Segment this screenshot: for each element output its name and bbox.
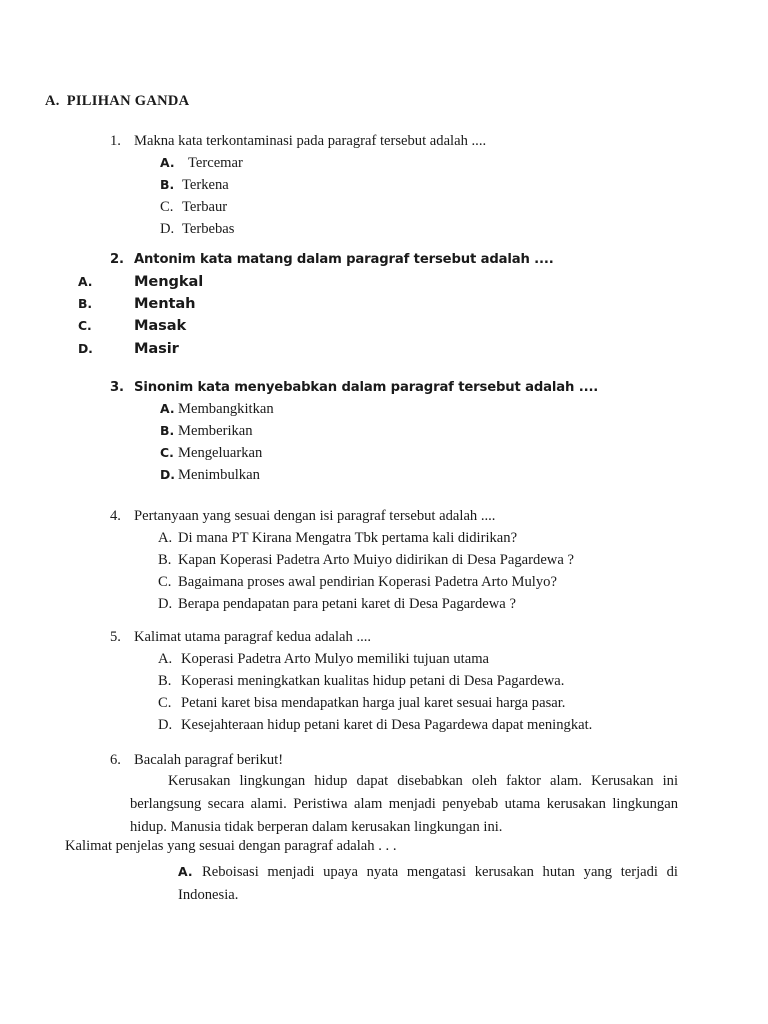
option-text: Di mana PT Kirana Mengatra Tbk pertama kali didirikan? (178, 530, 518, 546)
question-3-options (160, 398, 274, 486)
section-heading (45, 93, 189, 110)
question-2-options (78, 271, 203, 360)
option-letter: C. (78, 318, 92, 334)
question-4 (110, 505, 495, 527)
option-letter: C. (160, 445, 174, 460)
question-4-stem-line (110, 505, 495, 527)
option-letter: A. (158, 651, 173, 667)
question-6-option-a[interactable] (178, 860, 678, 907)
question-6 (110, 749, 283, 771)
option-text: Bagaimana proses awal pendirian Koperasi Padetra Arto Mulyo? (178, 574, 557, 590)
option-row[interactable] (158, 714, 592, 736)
option-letter: D. (160, 467, 175, 482)
option-letter: D. (78, 340, 93, 356)
option-text: Menimbulkan (178, 467, 260, 483)
question-1-stem: Makna kata terkontaminasi pada paragraf tersebut adalah .... (134, 133, 487, 149)
option-text: Mentah (134, 295, 196, 313)
option-text: Masak (134, 317, 187, 335)
section-letter: A. (45, 93, 60, 109)
option-row[interactable] (158, 593, 574, 615)
question-6-instruction (65, 838, 396, 855)
question-4-options (158, 527, 574, 615)
option-letter: C. (158, 574, 172, 590)
question-4-number: 4. (110, 508, 121, 524)
option-letter: B. (158, 552, 172, 568)
option-row[interactable] (78, 271, 203, 293)
passage-text: Kerusakan lingkungan hidup dapat disebabkan oleh faktor alam. Kerusakan ini berlangsung secara alami. Peristiwa alam menjadi penyebab utama kerusakan lingkungan hidup. Manusia tidak berperan dalam kerusakan lingkungan ini. (130, 773, 678, 835)
option-row[interactable] (158, 527, 574, 549)
option-row[interactable] (160, 174, 243, 196)
option-letter: A. (78, 274, 93, 289)
option-text: Mengkal (134, 273, 204, 290)
option-text: Terbebas (182, 221, 235, 237)
option-letter: A. (158, 530, 173, 546)
option-row[interactable] (160, 152, 243, 174)
option-text: Petani karet bisa mendapatkan harga jual karet sesuai harga pasar. (181, 695, 566, 711)
option-letter: B. (160, 423, 175, 438)
question-5-stem-line (110, 626, 371, 648)
question-6-passage (130, 770, 678, 839)
option-row[interactable] (158, 549, 574, 571)
option-row[interactable] (78, 315, 203, 337)
option-row[interactable] (158, 571, 574, 593)
option-text: Tercemar (188, 155, 243, 171)
option-text: Kesejahteraan hidup petani karet di Desa Pagardewa dapat meningkat. (181, 717, 593, 733)
question-5-stem: Kalimat utama paragraf kedua adalah .... (134, 629, 372, 645)
question-5-options (158, 648, 592, 736)
option-row[interactable] (158, 648, 592, 670)
option-text: Reboisasi menjadi upaya nyata mengatasi kerusakan hutan yang terjadi di Indonesia. (178, 864, 678, 903)
question-3-stem-line (110, 377, 598, 399)
question-3-number: 3. (110, 380, 124, 395)
option-text: Membangkitkan (178, 401, 274, 417)
question-6-stem-line (110, 749, 283, 771)
question-2-stem: Antonim kata matang dalam paragraf tersebut adalah .... (134, 252, 554, 267)
option-letter: C. (160, 199, 174, 215)
option-text: Terbaur (182, 199, 228, 215)
option-text: Memberikan (178, 423, 253, 439)
option-row[interactable] (160, 398, 274, 420)
option-text: Koperasi Padetra Arto Mulyo memiliki tujuan utama (181, 651, 490, 667)
question-2-number: 2. (110, 252, 124, 267)
question-4-stem: Pertanyaan yang sesuai dengan isi paragraf tersebut adalah .... (134, 508, 496, 524)
option-letter: A. (160, 155, 175, 170)
question-1 (110, 130, 486, 152)
question-5-number: 5. (110, 629, 121, 645)
option-row[interactable] (78, 338, 203, 360)
option-text: Kapan Koperasi Padetra Arto Muiyo didirikan di Desa Pagardewa ? (178, 552, 574, 568)
option-row[interactable] (158, 692, 592, 714)
question-6-stem: Bacalah paragraf berikut! (134, 752, 284, 768)
option-letter: B. (158, 673, 172, 689)
question-1-stem-line (110, 130, 486, 152)
question-2 (110, 249, 554, 271)
option-letter: D. (158, 596, 173, 612)
option-row[interactable] (160, 196, 243, 218)
option-row[interactable] (160, 442, 274, 464)
option-text: Mengeluarkan (178, 445, 263, 461)
instruction-text: Kalimat penjelas yang sesuai dengan paragraf adalah . . . (65, 838, 397, 854)
option-text: Berapa pendapatan para petani karet di Desa Pagardewa ? (178, 596, 516, 612)
option-row[interactable] (78, 293, 203, 315)
option-row[interactable] (160, 464, 274, 486)
option-row[interactable] (158, 670, 592, 692)
question-2-stem-line (110, 249, 554, 271)
option-letter: C. (158, 695, 172, 711)
question-3-stem: Sinonim kata menyebabkan dalam paragraf tersebut adalah .... (134, 380, 599, 395)
option-letter: A. (160, 401, 175, 416)
question-6-number: 6. (110, 752, 121, 768)
option-text: Koperasi meningkatkan kualitas hidup petani di Desa Pagardewa. (181, 673, 565, 689)
question-1-number: 1. (110, 133, 121, 149)
option-row[interactable] (160, 420, 274, 442)
option-letter: A. (178, 864, 193, 879)
question-1-options (160, 152, 243, 240)
option-letter: B. (78, 296, 92, 312)
section-title: PILIHAN GANDA (66, 93, 190, 109)
option-letter: D. (158, 717, 173, 733)
option-text: Terkena (182, 177, 229, 193)
question-3 (110, 377, 598, 399)
option-letter: B. (160, 177, 175, 192)
option-letter: D. (160, 221, 175, 237)
question-5 (110, 626, 371, 648)
option-text: Masir (134, 339, 179, 357)
option-row[interactable] (160, 218, 243, 240)
